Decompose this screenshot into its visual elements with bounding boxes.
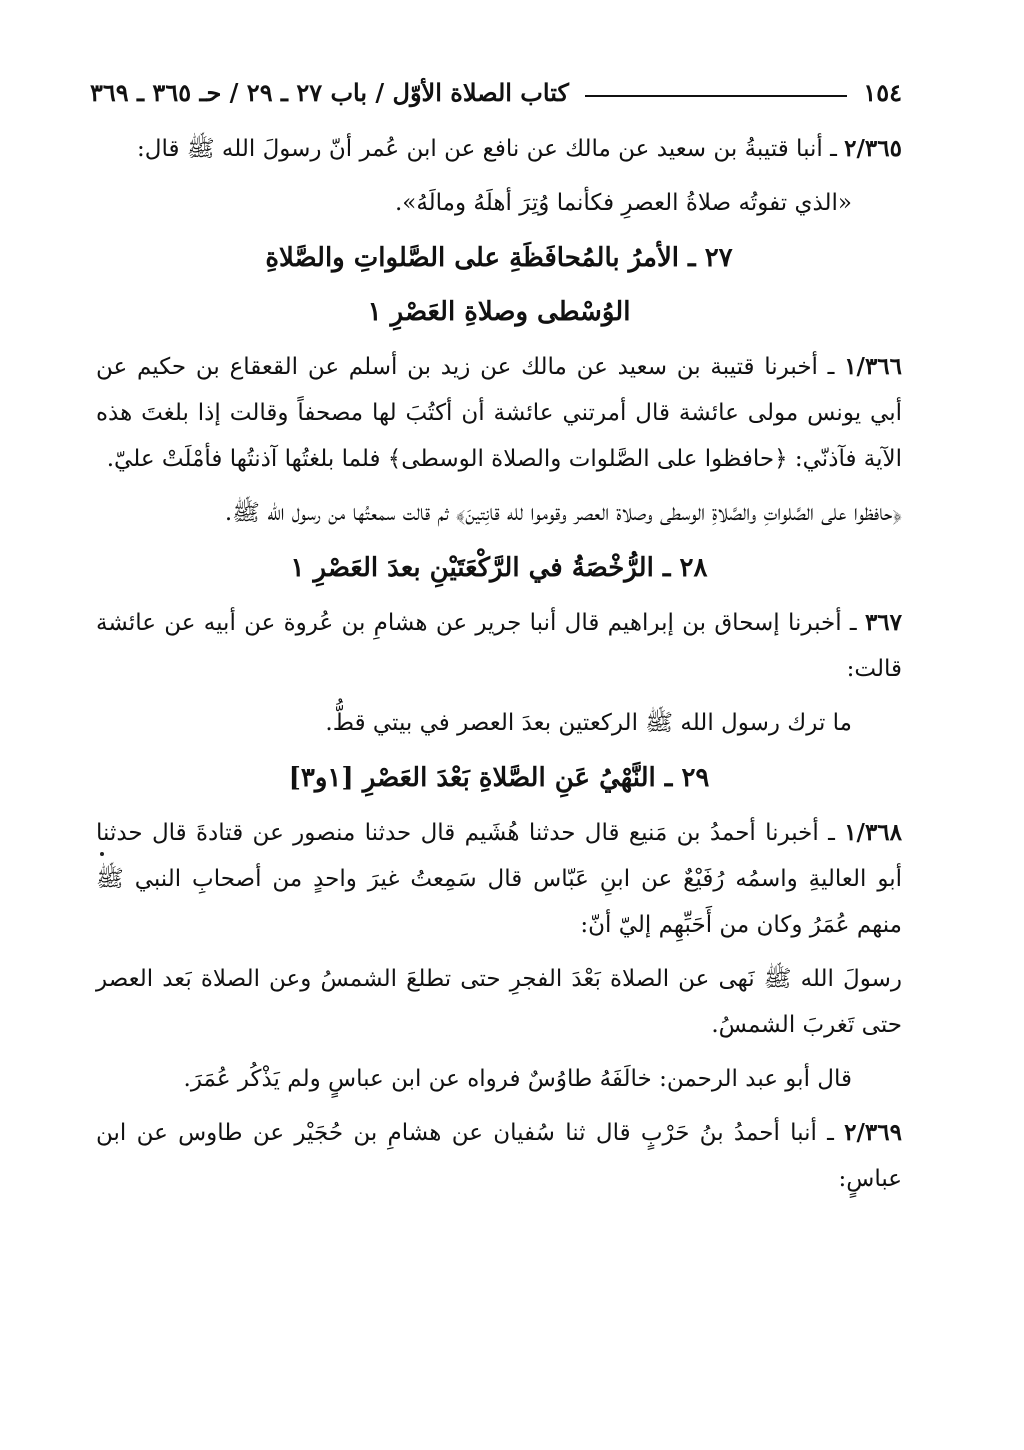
author-comment: قال أبو عبد الرحمن: خالَفَهُ طاوُسٌ فرواه عن ابن عباسٍ ولم يَذْكُر عُمَرَ. (183, 1066, 852, 1092)
scan-speck (100, 852, 104, 856)
hadith-quote: «الذي تفوتُه صلاةُ العصرِ فكأنما وُتِرَ أهلَهُ ومالَهُ». (394, 190, 852, 216)
hadith-number: ١/٣٦٨ (844, 819, 903, 846)
hadith-paragraph (96, 1110, 902, 1202)
hadith-paragraph (96, 126, 902, 172)
chapter-heading: ٢٨ ـ الرُّخْصَةُ في الرَّكْعَتَيْنِ بعدَ العَصْرِ ١ (290, 553, 708, 583)
hadith-paragraph (96, 810, 902, 948)
body-text (96, 126, 902, 1202)
hadith-text: ـ أخبرنا قتيبة بن سعيد عن مالك عن زيد بن أسلم عن القعقاع بن حكيم عن أبي يونس مولى عائشة قال أمرتني عائشة أن أكتُبَ لها مصحفاً وقالت إذا بلغتَ هذه الآية فآذنّي: ﴿حافظوا على الصَّلوات والصلاة الوسطى﴾ فلما بلغتُها آذنتُها فأمْلَتْ عليّ. (96, 354, 902, 472)
hadith-text: ـ أخبرنا إسحاق بن إبراهيم قال أنبا جرير عن هشامِ بن عُروة عن أبيه عن عائشة قالت: (96, 610, 902, 682)
header-rule (585, 95, 847, 97)
hadith-number: ١/٣٦٦ (844, 353, 903, 380)
hadith-paragraph (96, 344, 902, 482)
hadith-paragraph-continued: ﴿حافظوا على الصَّلواتِ والصَّلاةِ الوسطى وصلاة العصر وقوموا لله قانِتينَ﴾ ثم قالت سمعتُها من رسول الله ﷺ. (224, 500, 902, 526)
hadith-number: ٣٦٧ (864, 609, 902, 636)
chapter-heading: ٢٧ ـ الأمرُ بالمُحافَظَةِ على الصَّلواتِ والصَّلاةِ (265, 243, 733, 273)
hadith-text: ـ أنبا قتيبةُ بن سعيد عن مالك عن نافع عن ابن عُمر أنّ رسولَ الله ﷺ قال: (137, 136, 837, 162)
chapter-heading: ٢٩ ـ النَّهْيُ عَنِ الصَّلاةِ بَعْدَ العَصْرِ [١و٣] (288, 763, 710, 793)
hadith-number: ٢/٣٦٩ (844, 1119, 902, 1146)
hadith-number: ٢/٣٦٥ (844, 135, 902, 162)
page-number: ١٥٤ (863, 77, 902, 107)
running-header-title: كتاب الصلاة الأوّل / باب ٢٧ ـ ٢٩ / حـ ٣٦٥ ـ ٣٦٩ (90, 77, 569, 107)
hadith-paragraph (96, 600, 902, 692)
hadith-text: ـ أنبا أحمدُ بنُ حَرْبٍ قال ثنا سُفيان عن هشامِ بن حُجَيْر عن طاوس عن ابن عباسٍ: (96, 1120, 902, 1192)
chapter-heading-continued: الوُسْطى وصلاةِ العَصْرِ ١ (367, 297, 631, 327)
hadith-quote: ما ترك رسول الله ﷺ الركعتين بعدَ العصر في بيتي قطُّ. (325, 710, 852, 736)
hadith-paragraph-continued: رسولَ الله ﷺ نَهى عن الصلاة بَعْدَ الفجرِ حتى تطلعَ الشمسُ وعن الصلاة بَعد العصر حتى تَغربَ الشمسُ. (96, 966, 902, 1038)
hadith-text: ـ أخبرنا أحمدُ بن مَنيع قال حدثنا هُشَيم قال حدثنا منصور عن قتادةَ قال حدثنا أبو العاليةِ واسمُه رُفَيْعٌ عن ابنِ عَبّاس قال سَمِعتُ غيرَ واحدٍ من أصحابِ النبي ﷺ منهم عُمَرُ وكان من أَحَبِّهِم إليّ أنّ: (96, 820, 902, 938)
running-header (90, 72, 902, 112)
